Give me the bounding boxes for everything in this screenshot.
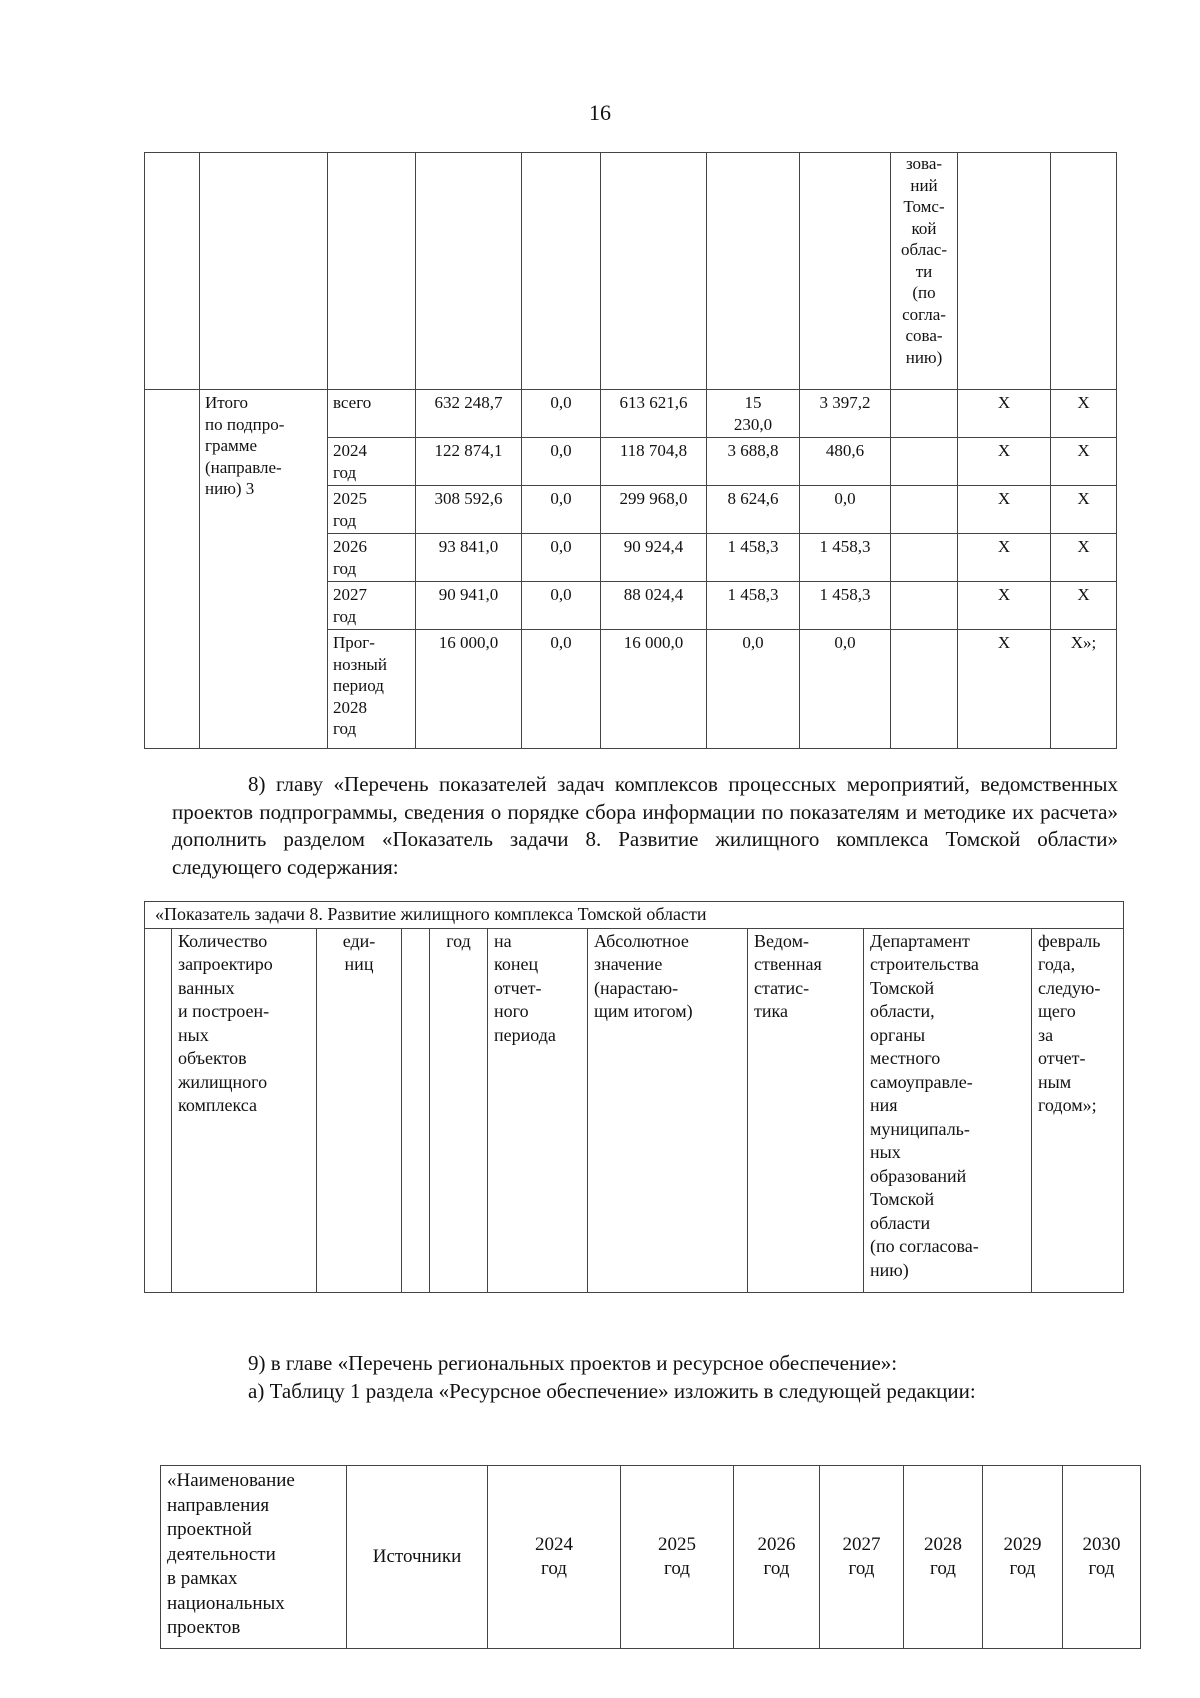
column-header-sources: Источники: [347, 1466, 488, 1649]
table-row: 2025 год 308 592,6 0,0 299 968,0 8 624,6 0,0 X X: [145, 486, 1117, 534]
data-source: Ведом- ственная статис- тика: [748, 928, 864, 1292]
continuation-cell: зова- ний Томс- кой облас- ти (по согла- сова- нию): [891, 153, 958, 390]
column-header-name: «Наименование направления проектной деятельности в рамках национальных проектов: [161, 1466, 347, 1649]
resource-table-header: [160, 1465, 1141, 1649]
indicator-row: [145, 928, 1124, 1292]
value-type: Абсолютное значение (нарастаю- щим итогом): [588, 928, 748, 1292]
page-number: 16: [589, 100, 611, 125]
table-row: Прог- нозный период 2028 год 16 000,0 0,0 16 000,0 0,0 0,0 X X»;: [145, 630, 1117, 749]
table-row: Итого по подпро- грамме (направле- нию) 3 всего 632 248,7 0,0 613 621,6 15 230,0 3 397,2 X X: [145, 390, 1117, 438]
responsible: Департамент строительства Томской области, органы местного самоуправле- ния муниципаль- ных образований Томской области (по согласова- нию): [864, 928, 1032, 1292]
table-row: 2027 год 90 941,0 0,0 88 024,4 1 458,3 1 458,3 X X: [145, 582, 1117, 630]
paragraph-8: 8) главу «Перечень показателей задач комплексов процессных мероприятий, ведомственных проектов подпрограммы, сведения о порядке сбора информации по показателям и методике их расчета» дополнить разделом «Показатель задачи 8. Развитие жилищного комплекса Томской области» следующего содержания:: [172, 772, 1118, 879]
table-row: 2026 год 93 841,0 0,0 90 924,4 1 458,3 1 458,3 X X: [145, 534, 1117, 582]
column-header-2027: 2027 год: [820, 1466, 904, 1649]
column-header-2025: 2025 год: [621, 1466, 734, 1649]
continuation-row: [145, 153, 1117, 390]
column-header-2028: 2028 год: [904, 1466, 983, 1649]
paragraph-9: 9) в главе «Перечень региональных проектов и ресурсное обеспечение»:: [248, 1351, 898, 1375]
paragraph-9a: а) Таблицу 1 раздела «Ресурсное обеспечение» изложить в следующей редакции:: [248, 1379, 976, 1403]
deadline: февраль года, следую- щего за отчет- ным годом»;: [1032, 928, 1124, 1292]
indicator-title: «Показатель задачи 8. Развитие жилищного комплекса Томской области: [145, 902, 1124, 929]
column-header-2024: 2024 год: [488, 1466, 621, 1649]
total-label: Итого по подпро- грамме (направле- нию) 3: [200, 390, 328, 749]
subprogram-funding-table: [144, 152, 1117, 749]
column-header-2029: 2029 год: [983, 1466, 1063, 1649]
column-header-2030: 2030 год: [1063, 1466, 1141, 1649]
unit: еди- ниц: [317, 928, 402, 1292]
moment: на конец отчет- ного периода: [488, 928, 588, 1292]
period: год: [430, 928, 488, 1292]
table-row: 2024 год 122 874,1 0,0 118 704,8 3 688,8 480,6 X X: [145, 438, 1117, 486]
indicator-table: [144, 901, 1124, 1293]
indicator-name: Количество запроектиро ванных и построен- ных объектов жилищного комплекса: [172, 928, 317, 1292]
column-header-2026: 2026 год: [734, 1466, 820, 1649]
